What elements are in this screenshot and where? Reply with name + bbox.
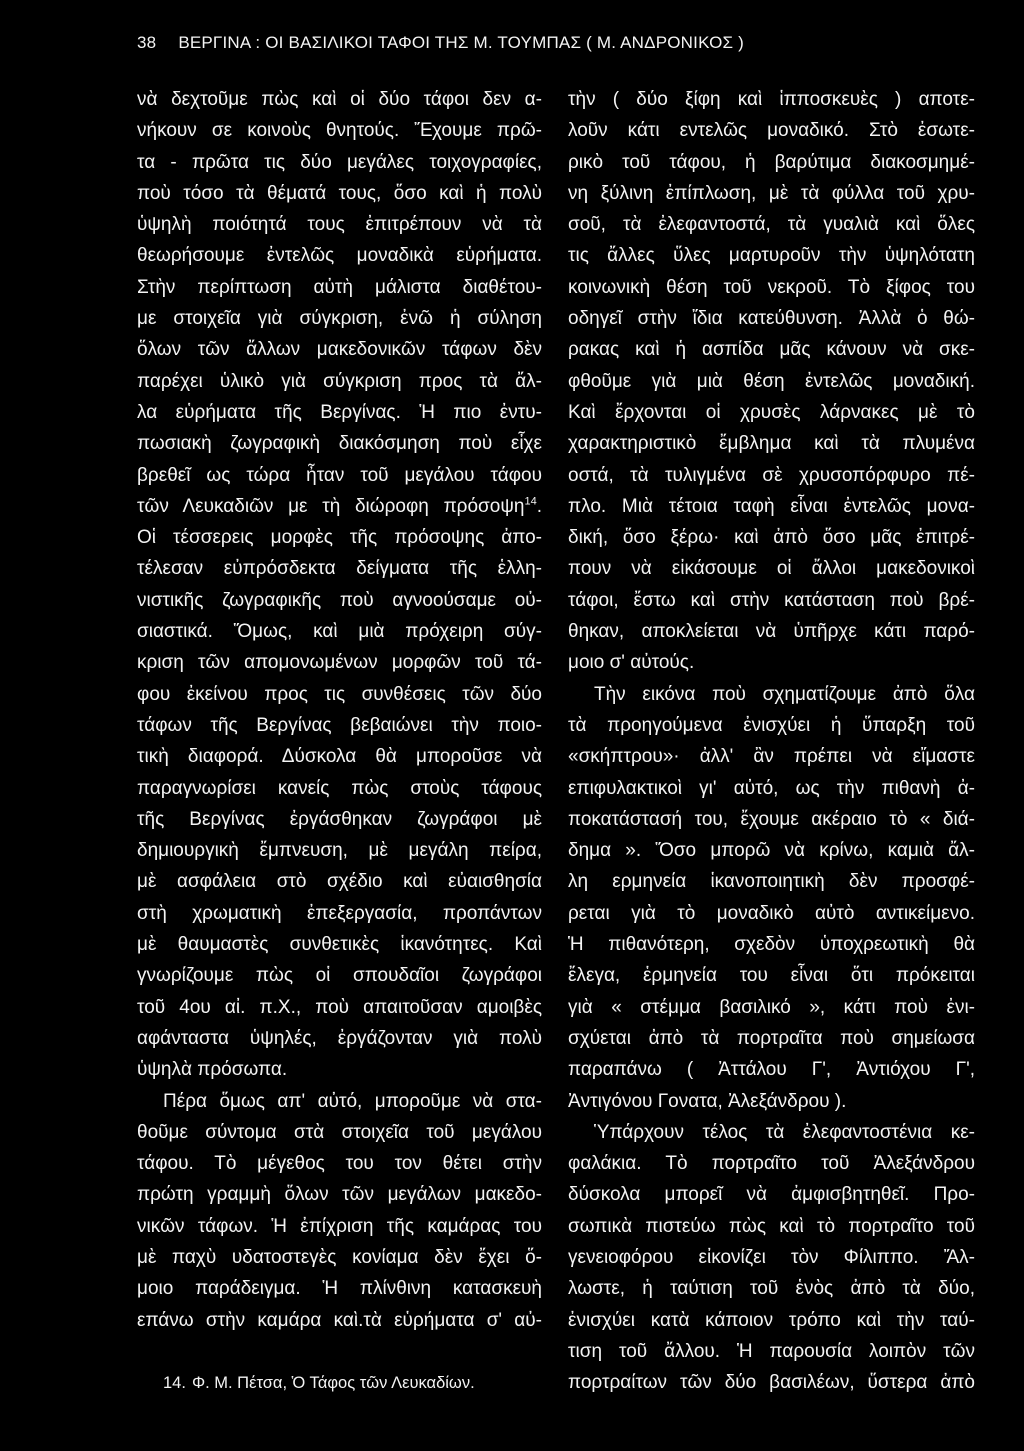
text-line: βρεθεῖ ως τώρα ἦταν τοῦ μεγάλου τάφου bbox=[137, 464, 542, 486]
text-line: δημα ». Ὅσο μπορῶ νὰ κρίνω, καμιὰ ἄλ- bbox=[568, 840, 975, 862]
text-line: μοιο σ' αὐτούς. bbox=[568, 652, 695, 674]
footnote bbox=[163, 1368, 563, 1399]
text-line: νιστικῆς ζωγραφικῆς ποὺ αγνοούσαμε οὐ- bbox=[137, 589, 542, 611]
text-line: νὰ δεχτοῦμε πὼς καὶ οἱ δύο τάφοι δεν α- bbox=[137, 89, 542, 110]
text-line: χαρακτηριστικὸ ἔμβλημα καὶ τὰ πλυμένα bbox=[568, 433, 975, 455]
line-text-tail: . bbox=[536, 495, 542, 517]
footnote-reference: 14 bbox=[524, 495, 537, 508]
text-line: πωσιακὴ ζωγραφικὴ διακόσμηση ποὺ εἶχε bbox=[137, 433, 542, 455]
paragraph bbox=[568, 1117, 975, 1399]
text-line: ἔλεγα, ἑρμηνεία του εἶναι ὅτι πρόκειται bbox=[568, 965, 975, 987]
text-line: λη ερμηνεία ἱκανοποιητικὴ δὲν προσφέ- bbox=[568, 871, 975, 893]
text-line: κριση τῶν απομονωμένων μορφῶν τοῦ τά- bbox=[137, 652, 542, 674]
text-line: ὅλων τῶν ἄλλων μακεδονικῶν τάφων δὲν bbox=[137, 339, 542, 361]
text-line: τιση τοῦ ἄλλου. Ἡ παρουσία λοιπὸν τῶν bbox=[568, 1340, 975, 1362]
text-line: πορτραίτων τῶν δύο βασιλέων, ὕστερα ἀπὸ bbox=[568, 1372, 975, 1394]
left-column bbox=[137, 84, 542, 1336]
text-line: σχύεται ἀπὸ τὰ πορτραῖτα ποὺ σημείωσα bbox=[568, 1027, 975, 1049]
footnote-marker: 14. bbox=[163, 1374, 186, 1392]
text-line: πρώτη γραμμὴ ὅλων τῶν μεγάλων μακεδο- bbox=[137, 1184, 542, 1206]
text-line: τικὴ διαφορά. Δύσκολα θὰ μποροῦσε νὰ bbox=[137, 746, 542, 768]
page-number: 38 bbox=[137, 33, 157, 52]
text-line: νικῶν τάφων. Ἡ ἐπίχριση τῆς καμάρας του bbox=[137, 1215, 542, 1237]
text-line: δημιουργικὴ ἔμπνευση, μὲ μεγάλη πείρα, bbox=[137, 840, 542, 862]
text-line: τάφου. Τὸ μέγεθος του τον θέτει στὴν bbox=[137, 1153, 542, 1175]
text-line: Στὴν περίπτωση αὐτὴ μάλιστα διαθέτου- bbox=[137, 276, 542, 298]
footnote-text: Φ. Μ. Πέτσα, Ὁ Τάφος τῶν Λευκαδίων. bbox=[191, 1374, 475, 1392]
text-line: επάνω στὴν καμάρα καὶ.τὰ εὑρήματα σ' αὐ- bbox=[137, 1309, 542, 1331]
paragraph bbox=[568, 679, 975, 1117]
text-line: δική, ὅσο ξέρω· καὶ ἀπὸ ὅσο μᾶς ἐπιτρέ- bbox=[568, 527, 975, 549]
line-text: τῶν Λευκαδιῶν με τὴ διώροφη πρόσοψη bbox=[137, 495, 525, 517]
text-line: ἐνισχύει κατὰ κάποιον τρόπο καὶ τὴν ταύ- bbox=[568, 1309, 975, 1331]
text-line: Ἡ πιθανότερη, σχεδὸν ὑποχρεωτικὴ θὰ bbox=[568, 934, 975, 956]
text-line: γιὰ « στέμμα βασιλικό », κάτι ποὺ ἐνι- bbox=[568, 996, 975, 1018]
text-line: παρέχει ὑλικὸ γιὰ σύγκριση προς τὰ ἄλ- bbox=[137, 370, 542, 392]
text-line: ρεται γιὰ τὸ μοναδικὸ αὐτὸ αντικείμενο. bbox=[568, 902, 975, 924]
text-line: μὲ ασφάλεια στὸ σχέδιο καὶ εὐαισθησία bbox=[137, 871, 542, 893]
text-line: θοῦμε σύντομα στὰ στοιχεῖα τοῦ μεγάλου bbox=[137, 1121, 542, 1143]
text-line: αφάνταστα ὑψηλές, ἐργάζονταν γιὰ πολὺ bbox=[137, 1027, 542, 1049]
text-line: ποκατάστασή του, ἔχουμε ακέραιο τὸ « διά- bbox=[568, 808, 975, 830]
text-line: οστά, τὰ τυλιγμένα σὲ χρυσοπόρφυρο πέ- bbox=[568, 464, 975, 486]
text-line: «σκήπτρου»· ἀλλ' ἂν πρέπει νὰ εἴμαστε bbox=[568, 746, 975, 768]
text-line: Οἱ τέσσερεις μορφὲς τῆς πρόσοψης ἀπο- bbox=[137, 527, 542, 549]
text-line: λα εὑρήματα τῆς Βεργίνας. Ἡ πιο ἐντυ- bbox=[137, 401, 542, 423]
running-header bbox=[137, 31, 744, 55]
text-line: τὰ προηγούμενα ἐνισχύει ἡ ὕπαρξη τοῦ bbox=[568, 714, 975, 736]
text-line: τάφοι, ἔστω καὶ στὴν κατάσταση ποὺ βρέ- bbox=[568, 589, 975, 611]
paragraph bbox=[137, 1086, 542, 1336]
running-head: ΒΕΡΓΙΝΑ : ΟΙ ΒΑΣΙΛΙΚΟΙ ΤΑΦΟΙ ΤΗΣ Μ. ΤΟΥΜΠΑΣ ( Μ. ΑΝΔΡΟΝΙΚΟΣ ) bbox=[178, 33, 745, 52]
text-line: νήκουν σε κοινοὺς θνητούς. Ἔχουμε πρῶ- bbox=[137, 120, 542, 142]
text-line: πουν νὰ εἰκάσουμε οἱ ἄλλοι μακεδονικοὶ bbox=[568, 558, 975, 580]
text-line: θεωρήσουμε ἐντελῶς μοναδικὰ εὑρήματα. bbox=[137, 245, 542, 267]
text-line: νη ξύλινη ἐπίπλωση, μὲ τὰ φύλλα τοῦ χρυ- bbox=[568, 182, 975, 204]
text-line: τάφων τῆς Βεργίνας βεβαιώνει τὴν ποιο- bbox=[137, 714, 542, 736]
text-line: ποὺ τόσο τὰ θέματά τους, ὅσο καὶ ἡ πολὺ bbox=[137, 182, 542, 204]
paragraph bbox=[137, 84, 542, 1086]
text-line: παραγνωρίσει κανείς πὼς στοὺς τάφους bbox=[137, 777, 542, 799]
text-line: επιφυλακτικοὶ γι' αὐτό, ως τὴν πιθανὴ ἀ- bbox=[568, 777, 975, 799]
text-line: οδηγεῖ στὴν ἴδια κατεύθυνση. Ἀλλὰ ὁ θώ- bbox=[568, 308, 975, 330]
text-line: λωστε, ἡ ταύτιση τοῦ ἑνὸς ἀπὸ τὰ δύο, bbox=[568, 1278, 975, 1300]
text-line: ρικὸ τοῦ τάφου, ἡ βαρύτιμα διακοσμημέ- bbox=[568, 151, 975, 173]
right-column bbox=[568, 84, 975, 1398]
text-line: γνωρίζουμε πὼς οἱ σπουδαῖοι ζωγράφοι bbox=[137, 965, 542, 987]
text-line: σωπικὰ πιστεύω πὼς καὶ τὸ πορτραῖτο τοῦ bbox=[568, 1215, 975, 1237]
text-line: δύσκολα μπορεῖ νὰ ἀμφισβητηθεῖ. Προ- bbox=[568, 1184, 975, 1206]
text-line: φθοῦμε γιὰ μιὰ θέση ἐντελῶς μοναδική. bbox=[568, 370, 975, 392]
text-line: τα - πρῶτα τις δύο μεγάλες τοιχογραφίες, bbox=[137, 151, 542, 173]
text-line: ὑψηλὰ πρόσωπα. bbox=[137, 1059, 288, 1081]
text-line: μὲ θαυμαστὲς συνθετικὲς ἱκανότητες. Καὶ bbox=[137, 934, 542, 956]
text-line: φου ἐκείνου προς τις συνθέσεις τῶν δύο bbox=[137, 683, 542, 705]
text-line: ὑψηλὴ ποιότητά τους ἐπιτρέπουν νὰ τὰ bbox=[137, 214, 542, 236]
text-line: πλο. Μιὰ τέτοια ταφὴ εἶναι ἐντελῶς μονα- bbox=[568, 495, 975, 517]
text-line: κοινωνικὴ θέση τοῦ νεκροῦ. Τὸ ξίφος του bbox=[568, 276, 975, 298]
text-line: τις ἄλλες ὕλες μαρτυροῦν τὴν ὑψηλότατη bbox=[568, 245, 975, 267]
text-line: σιαστικά. Ὅμως, καὶ μιὰ πρόχειρη σύγ- bbox=[137, 621, 542, 643]
text-line: τέλεσαν εὐπρόσδεκτα δείγματα τῆς ἑλλη- bbox=[137, 558, 542, 580]
text-line: μοιο παράδειγμα. Ἡ πλίνθινη κατασκευὴ bbox=[137, 1278, 542, 1300]
text-line: θηκαν, αποκλείεται νὰ ὑπῆρχε κάτι παρό- bbox=[568, 621, 975, 643]
text-line: λοῦν κάτι εντελῶς μοναδικό. Στὸ ἐσωτε- bbox=[568, 120, 975, 142]
text-line: μὲ παχὺ υδατοστεγὲς κονίαμα δὲν ἔχει ὅ- bbox=[137, 1246, 542, 1268]
text-line: με στοιχεῖα γιὰ σύγκριση, ἐνῶ ἡ σύληση bbox=[137, 308, 542, 330]
text-line: τῆς Βεργίνας ἐργάσθηκαν ζωγράφοι μὲ bbox=[137, 808, 542, 830]
text-line: Καὶ ἔρχονται οἱ χρυσὲς λάρνακες μὲ τὸ bbox=[568, 401, 975, 423]
text-line: τὴν ( δύο ξίφη καὶ ἱπποσκευὲς ) αποτε- bbox=[568, 89, 975, 110]
text-line: Ἀντιγόνου Γονατα, Ἀλεξάνδρου ). bbox=[568, 1090, 847, 1112]
text-line: τοῦ 4ου αἰ. π.Χ., ποὺ απαιτοῦσαν αμοιβὲς bbox=[137, 996, 542, 1018]
text-line: στὴ χρωματικὴ ἐπεξεργασία, προπάντων bbox=[137, 902, 542, 924]
text-line bbox=[137, 491, 542, 522]
paragraph bbox=[568, 84, 975, 679]
text-line: Ὑπάρχουν τέλος τὰ ἐλεφαντοστένια κε- bbox=[594, 1121, 975, 1143]
text-line: Τὴν εικόνα ποὺ σχηματίζουμε ἀπὸ ὅλα bbox=[594, 683, 975, 705]
text-line: παραπάνω ( Ἀττάλου Γ', Ἀντιόχου Γ', bbox=[568, 1059, 975, 1081]
text-line: σοῦ, τὰ ἐλεφαντοστά, τὰ γυαλιὰ καὶ ὅλες bbox=[568, 214, 975, 236]
text-line: ρακας καὶ ἡ ασπίδα μᾶς κάνουν νὰ σκε- bbox=[568, 339, 975, 361]
text-line: γενειοφόρου εἰκονίζει τὸν Φίλιππο. Ἄλ- bbox=[568, 1246, 975, 1268]
text-line: Πέρα ὅμως απ' αὐτό, μποροῦμε νὰ στα- bbox=[163, 1090, 542, 1112]
text-line: φαλάκια. Τὸ πορτραῖτο τοῦ Ἀλεξάνδρου bbox=[568, 1153, 975, 1175]
